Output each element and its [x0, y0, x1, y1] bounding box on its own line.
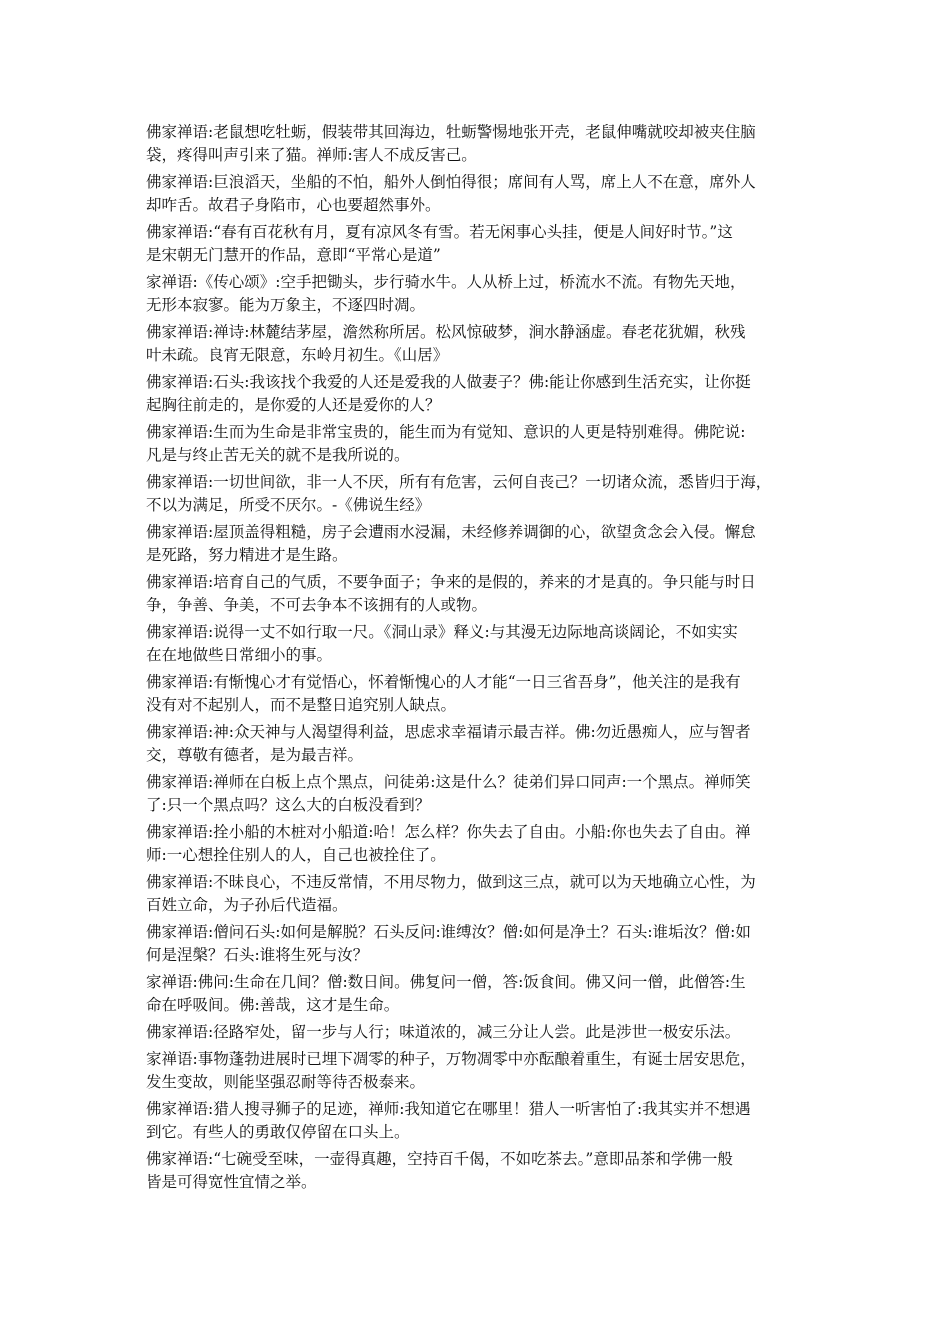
paragraph-line: 皆是可得宽性宜情之举。: [146, 1173, 317, 1191]
paragraph-line: 佛家禅语:石头:我该找个我爱的人还是爱我的人做妻子？佛:能让你感到生活充实，让你挺: [146, 373, 751, 391]
paragraph: [146, 571, 814, 617]
paragraph-line: 佛家禅语:“七碗受至味，一壶得真趣，空持百千偈，不如吃茶去。”意即品茶和学佛一般: [146, 1150, 733, 1168]
paragraph-line: 师:一心想拴住别人的人，自己也被拴住了。: [146, 846, 446, 864]
paragraph-line: 命在呼吸间。佛:善哉，这才是生命。: [146, 996, 400, 1014]
paragraph: [146, 871, 814, 917]
paragraph-line: 佛家禅语:神:众天神与人渴望得利益，思虑求幸福请示最吉祥。佛:勿近愚痴人，应与智者: [146, 723, 751, 741]
paragraph-line: 百姓立命，为子孙后代造福。: [146, 896, 348, 914]
paragraph: [146, 371, 814, 417]
paragraph: [146, 971, 814, 1017]
paragraph: [146, 1021, 814, 1044]
paragraph-line: 佛家禅语:僧问石头:如何是解脱？石头反问:谁缚汝？僧:如何是净土？石头:谁垢汝？僧:如: [146, 923, 751, 941]
paragraph-line: 争，争善、争美，不可去争本不该拥有的人或物。: [146, 596, 488, 614]
paragraph-line: 佛家禅语:老鼠想吃牡蛎，假装带其回海边，牡蛎警惕地张开壳，老鼠伸嘴就咬却被夹住脑: [146, 123, 756, 141]
paragraph-line: 发生变故，则能坚强忍耐等待否极泰来。: [146, 1073, 426, 1091]
paragraph-line: 佛家禅语:有惭愧心才有觉悟心，怀着惭愧心的人才能“一日三省吾身”，他关注的是我有: [146, 673, 741, 691]
paragraph-line: 佛家禅语:不昧良心，不违反常情，不用尽物力，做到这三点，就可以为天地确立心性，为: [146, 873, 756, 891]
paragraph-line: 佛家禅语:径路窄处，留一步与人行；味道浓的，减三分让人尝。此是涉世一极安乐法。: [146, 1023, 741, 1041]
paragraph-line: 却咋舌。故君子身陷市，心也要超然事外。: [146, 196, 441, 214]
paragraph-line: 在在地做些日常细小的事。: [146, 646, 333, 664]
paragraph-line: 叶未疏。良宵无限意，东岭月初生。《山居》: [146, 346, 449, 364]
paragraph-line: 不以为满足，所受不厌尔。-《佛说生经》: [146, 496, 431, 514]
paragraph-line: 何是涅槃？石头:谁将生死与汝？: [146, 946, 369, 964]
paragraph-line: 佛家禅语:“春有百花秋有月，夏有凉风冬有雪。若无闲事心头挂，便是人间好时节。”这: [146, 223, 733, 241]
paragraph-line: 佛家禅语:说得一丈不如行取一尺。《洞山录》释义:与其漫无边际地高谈阔论，不如实实: [146, 623, 738, 641]
paragraph: [146, 721, 814, 767]
paragraph: [146, 521, 814, 567]
paragraph: [146, 271, 814, 317]
paragraph: [146, 921, 814, 967]
paragraph-line: 家禅语:佛问:生命在几间？僧:数日间。佛复问一僧，答:饭食间。佛又问一僧，此僧答:生: [146, 973, 746, 991]
paragraph: [146, 671, 814, 717]
paragraph: [146, 421, 814, 467]
paragraph: [146, 471, 814, 517]
paragraph-line: 佛家禅语:培育自己的气质，不要争面子；争来的是假的，养来的才是真的。争只能与时日: [146, 573, 756, 591]
paragraph: [146, 1148, 814, 1194]
paragraph-line: 袋，疼得叫声引来了猫。禅师:害人不成反害己。: [146, 146, 477, 164]
paragraph-line: 佛家禅语:拴小船的木桩对小船道:哈！怎么样？你失去了自由。小船:你也失去了自由。禅: [146, 823, 751, 841]
paragraph-line: 佛家禅语:禅师在白板上点个黑点，问徒弟:这是什么？徒弟们异口同声:一个黑点。禅师笑: [146, 773, 751, 791]
paragraph: [146, 621, 814, 667]
paragraph: [146, 221, 814, 267]
paragraph-line: 佛家禅语:禅诗:林麓结茅屋，澹然称所居。松风惊破梦，涧水静涵虚。春老花犹媚，秋残: [146, 323, 746, 341]
paragraph-line: 佛家禅语:巨浪滔天，坐船的不怕，船外人倒怕得很；席间有人骂，席上人不在意，席外人: [146, 173, 756, 191]
paragraph-line: 是宋朝无门慧开的作品，意即“平常心是道”: [146, 246, 441, 264]
paragraph-line: 无形本寂寥。能为万象主，不逐四时凋。: [146, 296, 426, 314]
paragraph-line: 佛家禅语:生而为生命是非常宝贵的，能生而为有觉知、意识的人更是特别难得。佛陀说:: [146, 423, 746, 441]
document-body: [146, 121, 814, 1198]
paragraph-line: 了:只一个黑点吗？这么大的白板没看到？: [146, 796, 431, 814]
paragraph-line: 到它。有些人的勇敢仅停留在口头上。: [146, 1123, 410, 1141]
paragraph-line: 凡是与终止苦无关的就不是我所说的。: [146, 446, 410, 464]
paragraph-line: 家禅语:《传心颂》:空手把锄头，步行骑水牛。人从桥上过，桥流水不流。有物先天地，: [146, 273, 746, 291]
paragraph-line: 佛家禅语:猎人搜寻狮子的足迹，禅师:我知道它在哪里！猎人一听害怕了:我其实并不想遇: [146, 1100, 751, 1118]
paragraph-line: 起胸往前走的，是你爱的人还是爱你的人？: [146, 396, 441, 414]
paragraph-line: 佛家禅语:屋顶盖得粗糙，房子会遭雨水浸漏，未经修养调御的心，欲望贪念会入侵。懈怠: [146, 523, 756, 541]
paragraph-line: 是死路，努力精进才是生路。: [146, 546, 348, 564]
paragraph: [146, 321, 814, 367]
paragraph: [146, 1048, 814, 1094]
paragraph: [146, 771, 814, 817]
paragraph-line: 佛家禅语:一切世间欲，非一人不厌，所有有危害，云何自丧己？一切诸众流，悉皆归于海，: [146, 473, 772, 491]
paragraph: [146, 1098, 814, 1144]
paragraph: [146, 171, 814, 217]
paragraph: [146, 121, 814, 167]
paragraph-line: 没有对不起别人，而不是整日追究别人缺点。: [146, 696, 457, 714]
paragraph-line: 交，尊敬有德者，是为最吉祥。: [146, 746, 364, 764]
paragraph: [146, 821, 814, 867]
paragraph-line: 家禅语:事物蓬勃进展时已埋下凋零的种子，万物凋零中亦酝酿着重生，有诞士居安思危，: [146, 1050, 756, 1068]
